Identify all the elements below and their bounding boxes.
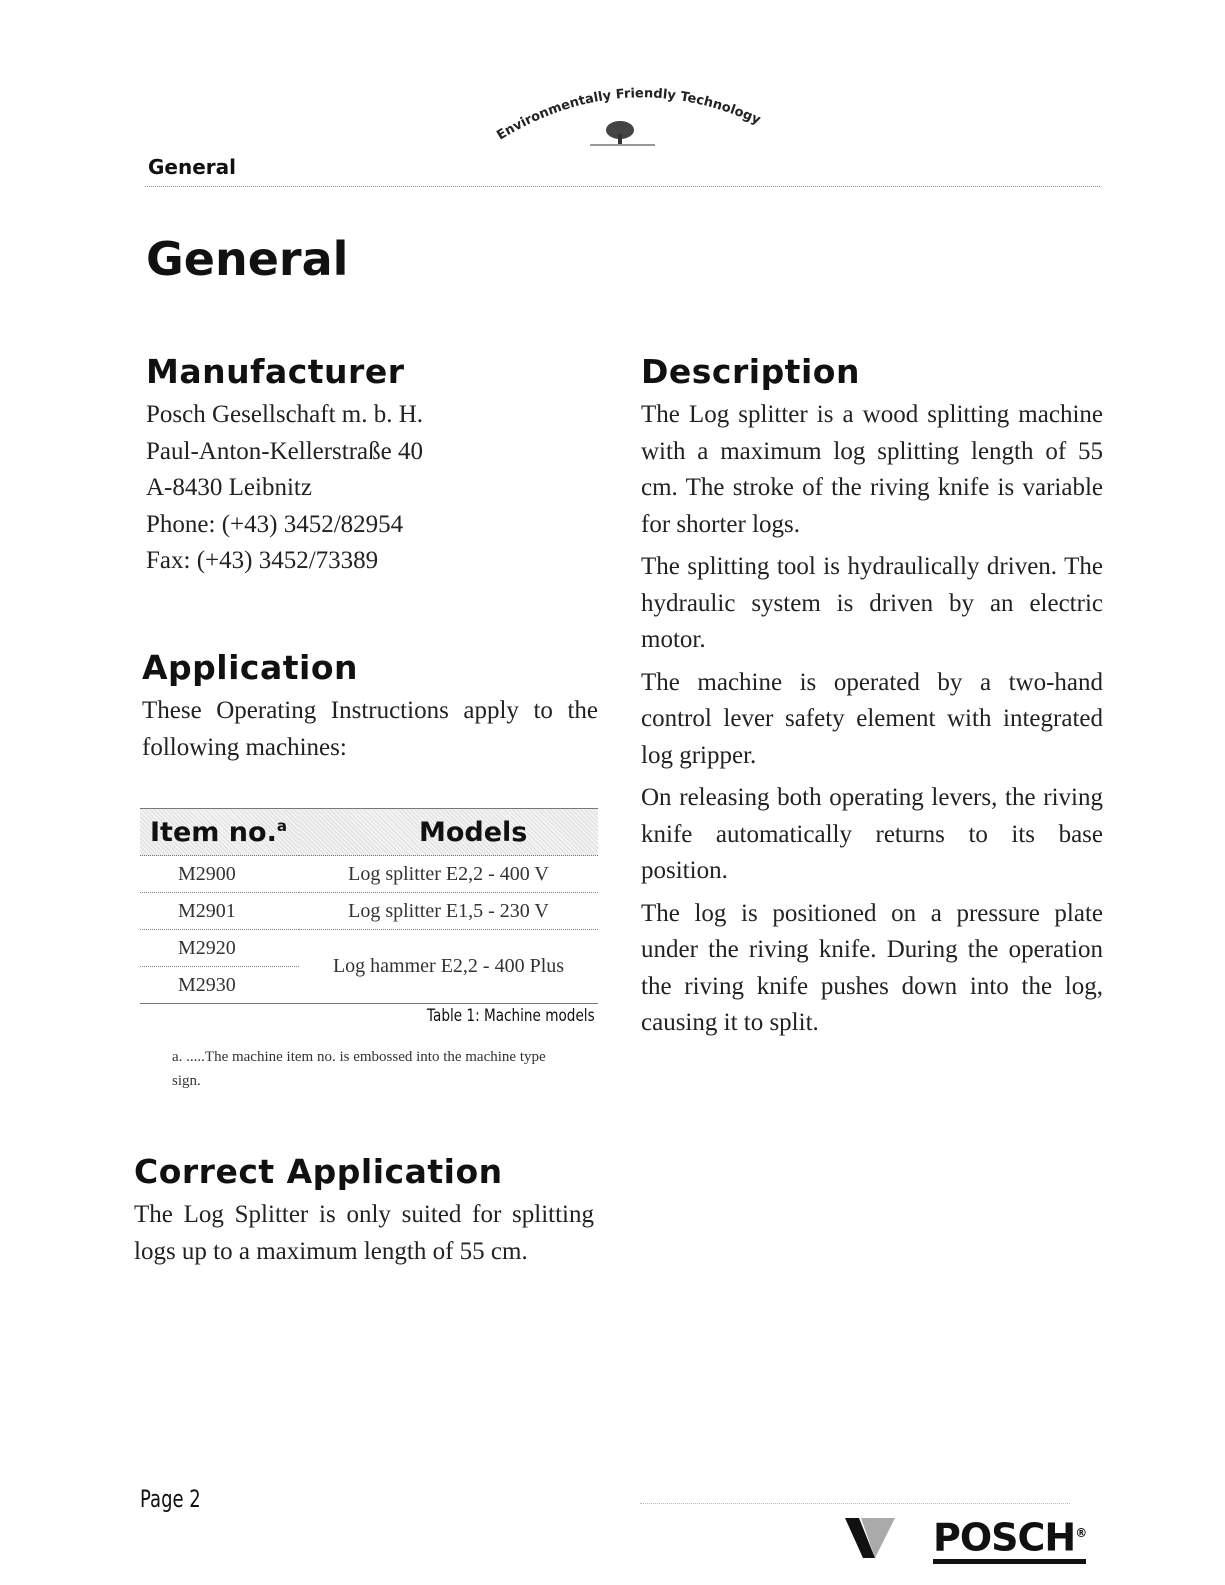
svg-text:Environmentally Friendly Techn: Environmentally Friendly Technology	[494, 86, 763, 144]
application-heading: Application	[142, 648, 358, 687]
phone: Phone: (+43) 3452/82954	[146, 510, 404, 538]
description-paragraph: The splitting tool is hydraulically driven. The hydraulic system is driven by an electric motor.	[641, 553, 1103, 653]
description-paragraph: On releasing both operating levers, the riving knife automatically returns to its base position.	[641, 784, 1103, 884]
address-line: Posch Gesellschaft m. b. H.	[146, 401, 424, 428]
brand-name: POSCH®	[933, 1512, 1086, 1564]
description-section	[641, 352, 1103, 1048]
page-title: General	[146, 232, 349, 286]
correct-application-text: The Log Splitter is only suited for splitting logs up to a maximum length of 55 cm.	[134, 1201, 594, 1265]
table-header	[140, 809, 598, 856]
table-row: M2900 Log splitter E2,2 - 400 V	[140, 856, 598, 893]
address-line: A-8430 Leibnitz	[146, 474, 312, 501]
manufacturer-heading: Manufacturer	[146, 352, 405, 391]
footer-rule	[640, 1503, 1070, 1504]
correct-application-section	[134, 1152, 594, 1270]
header-rule	[145, 186, 1100, 187]
table-row: M2901 Log splitter E1,5 - 230 V	[140, 893, 598, 930]
table-caption: Table 1: Machine models	[427, 1006, 595, 1026]
header-item-no: Item no.$^a$	[140, 809, 299, 856]
application-section	[142, 648, 598, 766]
logo-header	[480, 70, 780, 150]
application-text: These Operating Instructions apply to the following machines:	[142, 697, 598, 761]
description-paragraph: The machine is operated by a two-hand control lever safety element with integrated log gripper.	[641, 668, 1103, 769]
fax: Fax: (+43) 3452/73389	[146, 547, 379, 574]
description-paragraph: The Log splitter is a wood splitting machine with a maximum log splitting length of 55 cm. The stroke of the riving knife is variable for shorter logs.	[641, 401, 1103, 538]
page-number: Page 2	[140, 1485, 201, 1513]
footnote-mark: a	[276, 816, 287, 835]
address-line: Paul-Anton-Kellerstraße 40	[146, 437, 424, 465]
running-header: General	[148, 155, 236, 179]
table-footnote: a. .....The machine item no. is embossed into the machine type sign.	[172, 1049, 546, 1089]
description-paragraph: The log is positioned on a pressure plate under the riving knife. During the operation the riving knife pushes down into the log, causing it to split.	[641, 899, 1103, 1036]
table-row: M2920 Log hammer E2,2 - 400 Plus	[140, 930, 598, 967]
description-heading: Description	[641, 352, 860, 391]
machine-models-table	[140, 808, 598, 1004]
header-models: Models	[299, 809, 598, 856]
manufacturer-section	[146, 352, 606, 580]
table-row: M2930	[140, 967, 598, 1004]
correct-application-heading: Correct Application	[134, 1152, 503, 1191]
tree-logo-icon	[480, 70, 780, 150]
